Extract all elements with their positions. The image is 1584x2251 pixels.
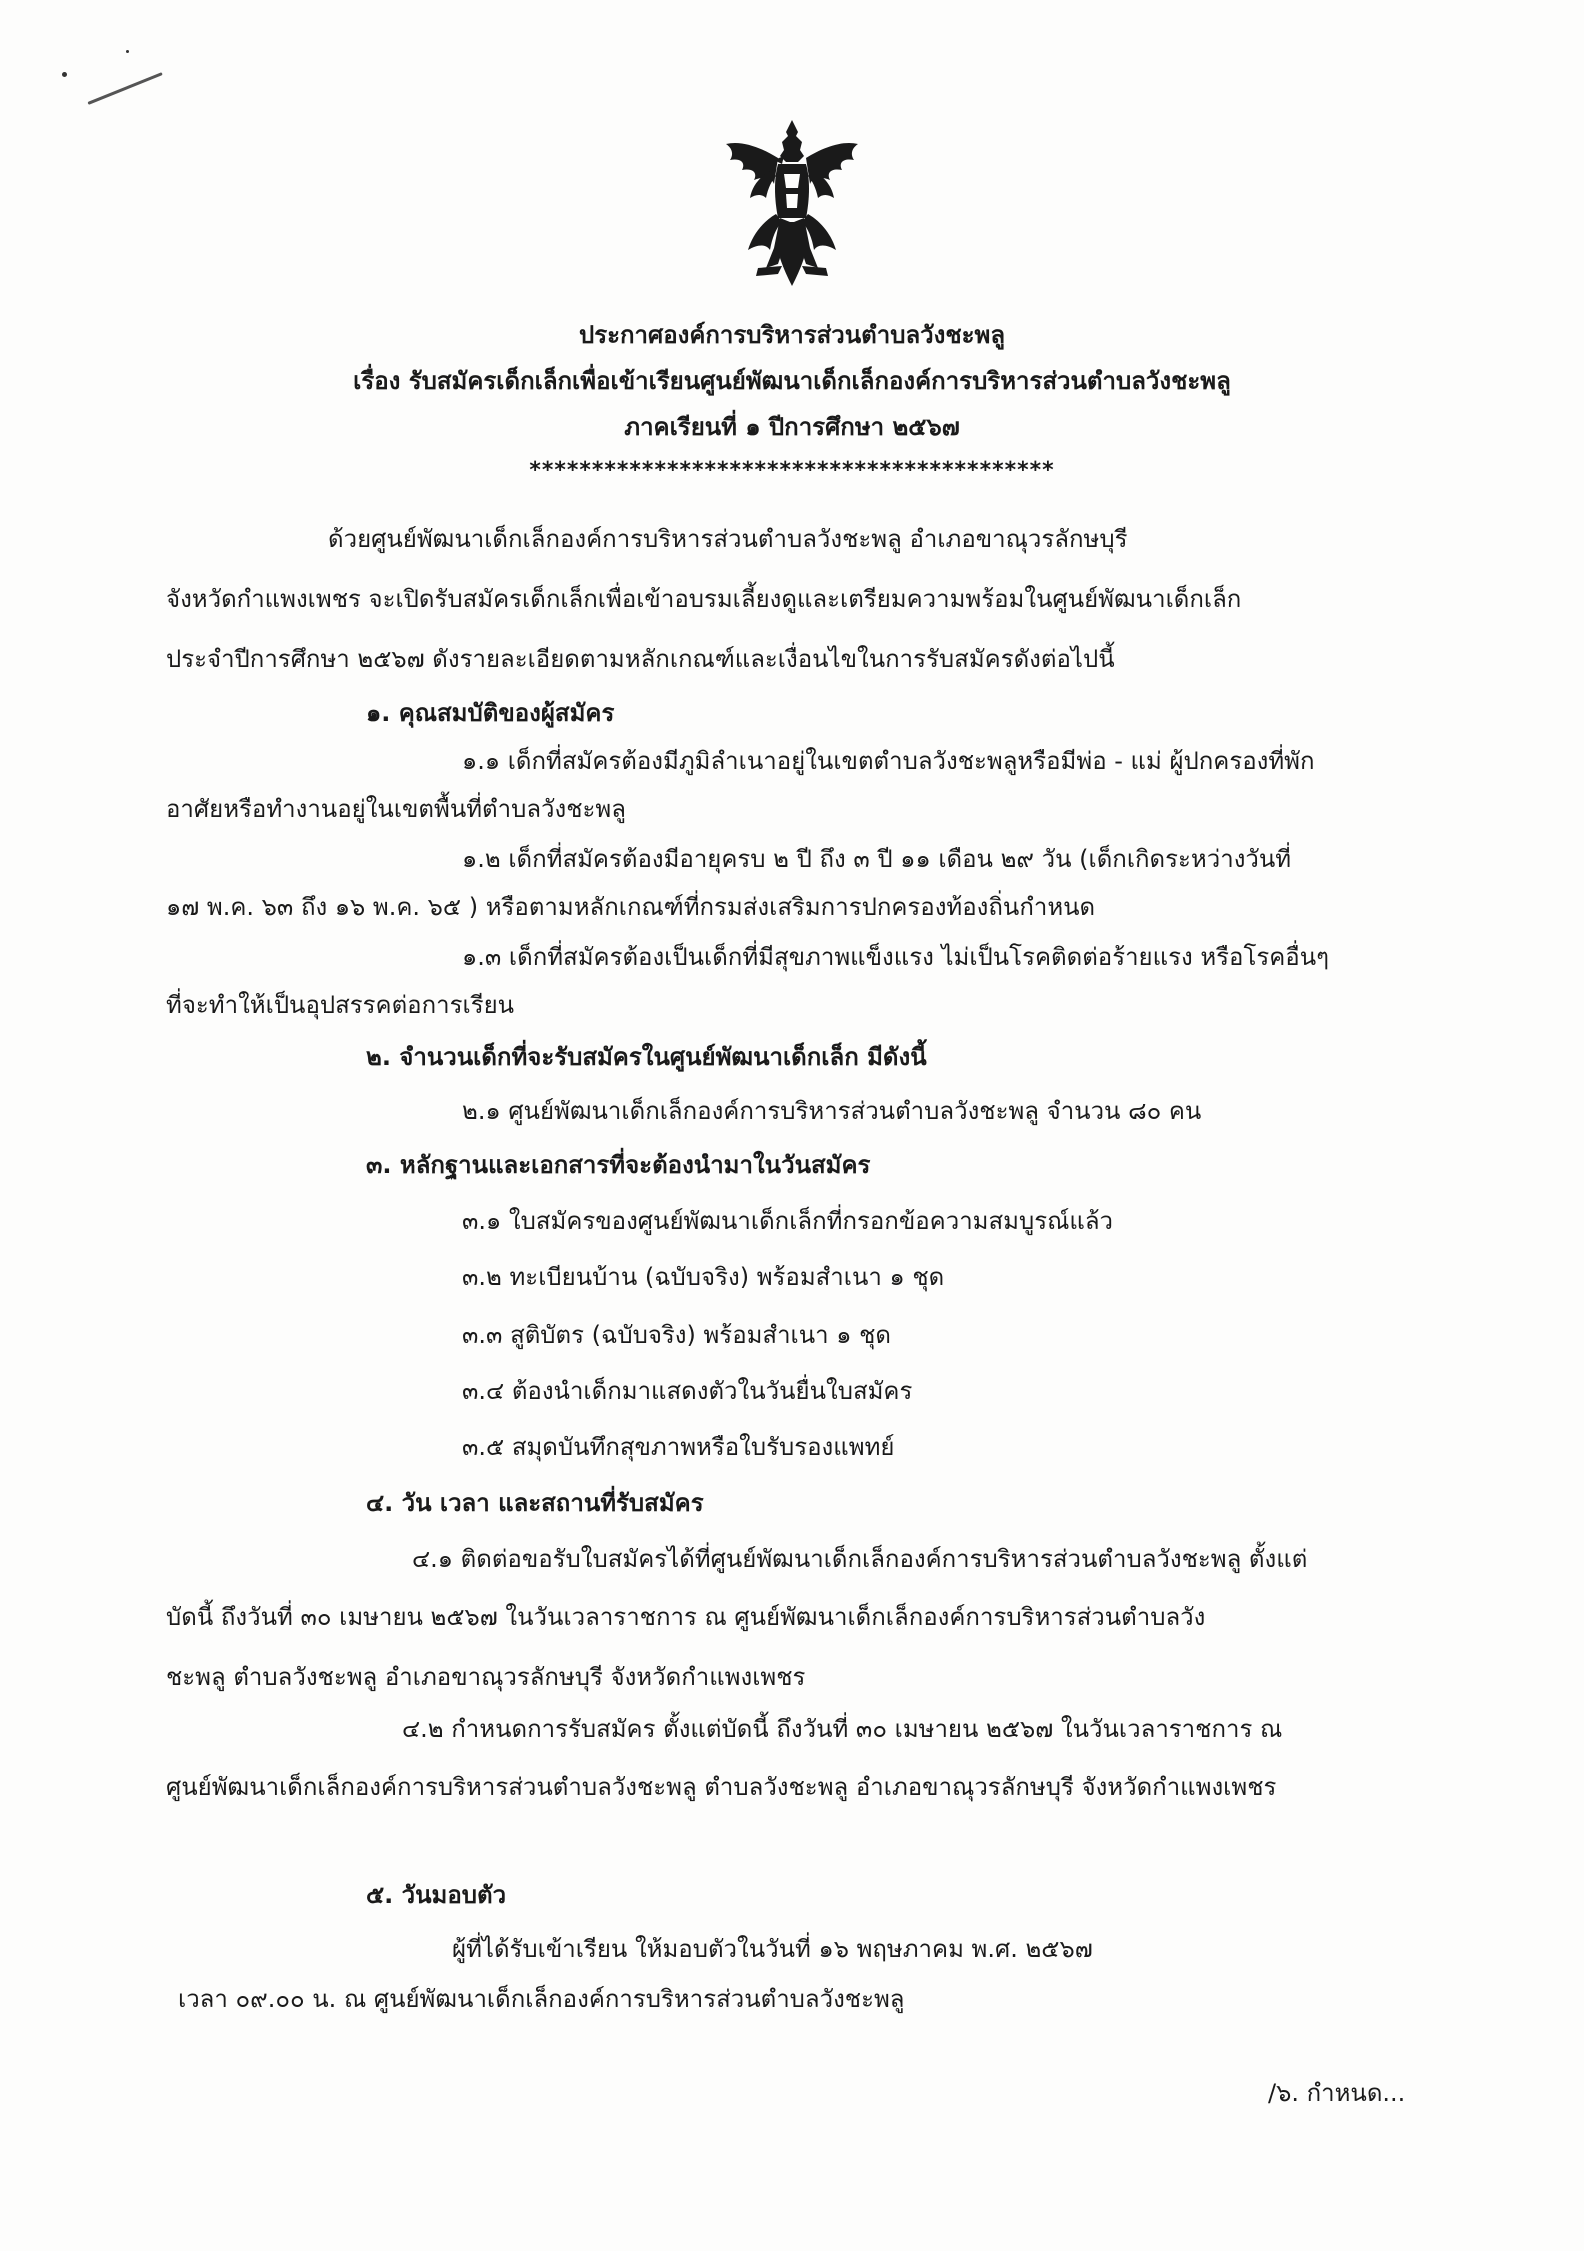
section-3-heading: ๓. หลักฐานและเอกสารที่จะต้องนำมาในวันสมัคร bbox=[366, 1151, 871, 1179]
section-5-heading: ๕. วันมอบตัว bbox=[366, 1881, 507, 1909]
section-1-heading: ๑. คุณสมบัติของผู้สมัคร bbox=[366, 699, 615, 727]
section-3-item: ๓.๓ สูติบัตร (ฉบับจริง) พร้อมสำเนา ๑ ชุด bbox=[462, 1321, 892, 1349]
section-2-item-1: ๒.๑ ศูนย์พัฒนาเด็กเล็กองค์การบริหารส่วนตำบลวังชะพลู จำนวน ๘๐ คน bbox=[462, 1097, 1202, 1125]
section-3-item: ๓.๒ ทะเบียนบ้าน (ฉบับจริง) พร้อมสำเนา ๑ ชุด bbox=[462, 1263, 945, 1291]
section-5-line-1: ผู้ที่ได้รับเข้าเรียน ให้มอบตัวในวันที่ ๑๖ พฤษภาคม พ.ศ. ๒๕๖๗ bbox=[452, 1935, 1093, 1963]
section-4-item-2: ๔.๒ กำหนดการรับสมัคร ตั้งแต่บัดนี้ ถึงวันที่ ๓๐ เมษายน ๒๕๖๗ ในวันเวลาราชการ ณ bbox=[402, 1715, 1283, 1743]
section-5-line-2: เวลา ๐๙.๐๐ น. ณ ศูนย์พัฒนาเด็กเล็กองค์การบริหารส่วนตำบลวังชะพลู bbox=[178, 1985, 905, 2013]
section-3-item: ๓.๑ ใบสมัครของศูนย์พัฒนาเด็กเล็กที่กรอกข้อความสมบูรณ์แล้ว bbox=[462, 1207, 1113, 1235]
stray-dot bbox=[62, 72, 67, 77]
section-3-item: ๓.๕ สมุดบันทึกสุขภาพหรือใบรับรองแพทย์ bbox=[462, 1433, 895, 1461]
stray-dot bbox=[126, 50, 129, 53]
section-1-item-3-cont: ที่จะทำให้เป็นอุปสรรคต่อการเรียน bbox=[166, 991, 515, 1019]
garuda-emblem-icon bbox=[712, 118, 872, 288]
section-1-item-1: ๑.๑ เด็กที่สมัครต้องมีภูมิลำเนาอยู่ในเขตตำบลวังชะพลูหรือมีพ่อ - แม่ ผู้ปกครองที่พัก bbox=[462, 747, 1315, 775]
section-4-heading: ๔. วัน เวลา และสถานที่รับสมัคร bbox=[366, 1489, 704, 1517]
section-4-item-1-cont: บัดนี้ ถึงวันที่ ๓๐ เมษายน ๒๕๖๗ ในวันเวลาราชการ ณ ศูนย์พัฒนาเด็กเล็กองค์การบริหารส่วนตำบลวัง bbox=[166, 1603, 1206, 1631]
announcement-title: ประกาศองค์การบริหารส่วนตำบลวังชะพลู bbox=[578, 321, 1006, 349]
section-3-item: ๓.๔ ต้องนำเด็กมาแสดงตัวในวันยื่นใบสมัคร bbox=[462, 1377, 913, 1405]
page-continuation: /๖. กำหนด... bbox=[1268, 2079, 1406, 2107]
stray-pen-mark bbox=[87, 72, 162, 105]
intro-line-3: ประจำปีการศึกษา ๒๕๖๗ ดังรายละเอียดตามหลักเกณฑ์และเงื่อนไขในการรับสมัครดังต่อไปนี้ bbox=[166, 645, 1115, 673]
section-1-item-1-cont: อาศัยหรือทำงานอยู่ในเขตพื้นที่ตำบลวังชะพลู bbox=[166, 795, 626, 823]
section-1-item-3: ๑.๓ เด็กที่สมัครต้องเป็นเด็กที่มีสุขภาพแข็งแรง ไม่เป็นโรคติดต่อร้ายแรง หรือโรคอื่นๆ bbox=[462, 943, 1329, 971]
announcement-subject: เรื่อง รับสมัครเด็กเล็กเพื่อเข้าเรียนศูนย์พัฒนาเด็กเล็กองค์การบริหารส่วนตำบลวังชะพลู bbox=[353, 367, 1231, 395]
header-divider: ****************************************** bbox=[529, 458, 1055, 483]
section-2-heading: ๒. จำนวนเด็กที่จะรับสมัครในศูนย์พัฒนาเด็กเล็ก มีดังนี้ bbox=[366, 1043, 927, 1071]
section-4-item-1: ๔.๑ ติดต่อขอรับใบสมัครได้ที่ศูนย์พัฒนาเด็กเล็กองค์การบริหารส่วนตำบลวังชะพลู ตั้งแต่ bbox=[412, 1545, 1308, 1573]
section-1-item-2-cont: ๑๗ พ.ค. ๖๓ ถึง ๑๖ พ.ค. ๖๕ ) หรือตามหลักเกณฑ์ที่กรมส่งเสริมการปกครองท้องถิ่นกำหนด bbox=[166, 893, 1096, 921]
intro-line-2: จังหวัดกำแพงเพชร จะเปิดรับสมัครเด็กเล็กเพื่อเข้าอบรมเลี้ยงดูและเตรียมความพร้อมในศูนย์พัฒนาเด็กเล็ก bbox=[166, 585, 1242, 613]
section-1-item-2: ๑.๒ เด็กที่สมัครต้องมีอายุครบ ๒ ปี ถึง ๓ ปี ๑๑ เดือน ๒๙ วัน (เด็กเกิดระหว่างวันที่ bbox=[462, 845, 1292, 873]
intro-line-1: ด้วยศูนย์พัฒนาเด็กเล็กองค์การบริหารส่วนตำบลวังชะพลู อำเภอขาณุวรลักษบุรี bbox=[328, 525, 1128, 553]
section-4-item-2-cont: ศูนย์พัฒนาเด็กเล็กองค์การบริหารส่วนตำบลวังชะพลู ตำบลวังชะพลู อำเภอขาณุวรลักษบุรี จังหวัดกำแพงเพชร bbox=[166, 1773, 1277, 1801]
section-4-item-1-cont: ชะพลู ตำบลวังชะพลู อำเภอขาณุวรลักษบุรี จังหวัดกำแพงเพชร bbox=[166, 1663, 806, 1691]
announcement-term: ภาคเรียนที่ ๑ ปีการศึกษา ๒๕๖๗ bbox=[624, 413, 960, 441]
